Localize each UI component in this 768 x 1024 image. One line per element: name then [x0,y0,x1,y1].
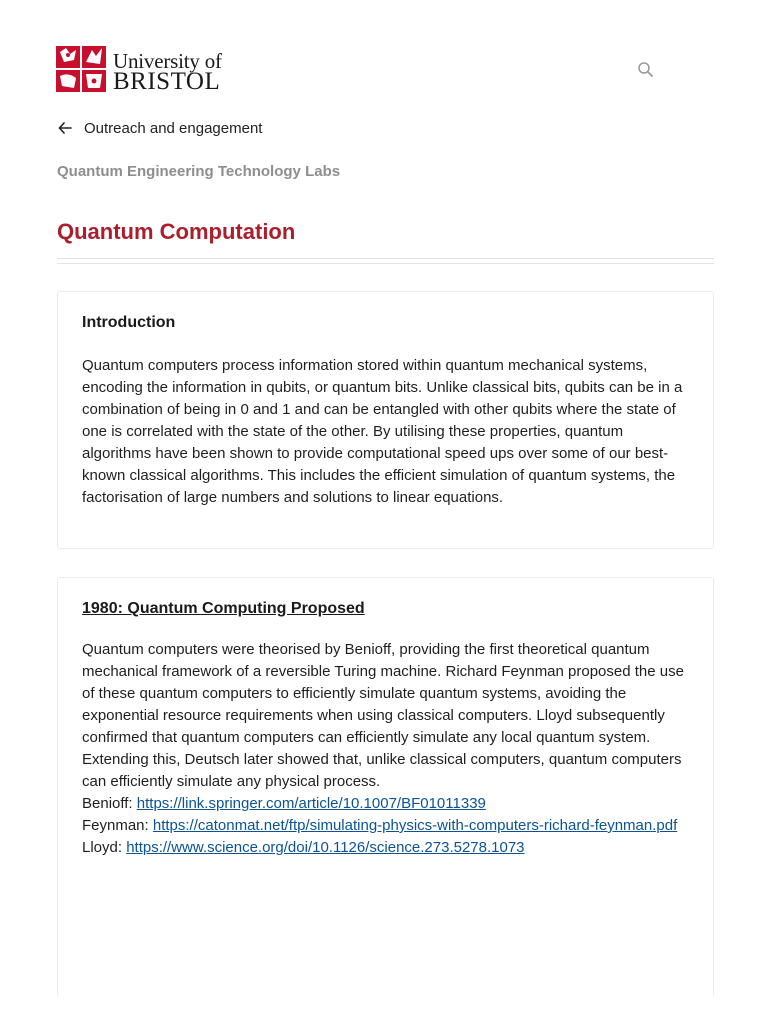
logo-text-line1: University of [113,49,222,73]
reference-benioff [82,793,689,815]
reference-link-lloyd[interactable]: https://www.science.org/doi/10.1126/science.273.5278.1073 [126,839,525,856]
reference-label: Lloyd: [82,839,123,856]
bristol-crest-icon [56,44,108,94]
arrow-left-icon [57,120,73,136]
reference-feynman [82,815,689,837]
history-1980-card [57,577,714,997]
back-link-label: Outreach and engagement [84,119,263,137]
section-name: Quantum Engineering Technology Labs [57,163,341,180]
history-1980-heading[interactable]: 1980: Quantum Computing Proposed [82,600,365,617]
history-1980-body: Quantum computers were theorised by Benioff, providing the first theoretical quantum mechanical framework of a reversible Turing machine. Richard Feynman proposed the use of these quantum computers to efficiently simulate quantum systems, avoiding the exponential resource requirements when using classical computers. Lloyd subsequently confirmed that quantum computers can efficiently simulate any local quantum system. Extending this, Deutsch later showed that, unlike classical computers, quantum computers can efficiently simulate any physical process. [82,641,684,790]
page-title: Quantum Computation [57,219,296,244]
search-button[interactable] [636,60,656,80]
reference-link-feynman[interactable]: https://catonmat.net/ftp/simulating-physics-with-computers-richard-feynman.pdf [152,817,678,834]
logo-text-line2: BRISTOL [113,68,221,95]
introduction-body: Quantum computers process information stored within quantum mechanical systems, encoding the information in qubits, or quantum bits. Unlike classical bits, qubits can be in a combination of being in 0 and 1 and can be entangled with other qubits where the state of one is correlated with the state of the other. By utilising these properties, quantum algorithms have been shown to provide computational speed ups over some of our best- known classical algorithms. This includes the efficient simulation of quantum systems, the factorisation of large numbers and solutions to linear equations. [82,357,683,506]
title-divider [57,258,714,264]
site-header [0,0,768,110]
reference-lloyd [82,837,689,859]
introduction-card [57,291,714,549]
introduction-heading: Introduction [82,314,176,331]
reference-label: Feynman: [82,817,149,834]
university-logo[interactable] [56,44,236,96]
back-link[interactable] [57,118,262,138]
search-icon [636,60,656,80]
reference-link-benioff[interactable]: https://link.springer.com/article/10.1007/BF01011339 [136,795,486,812]
reference-label: Benioff: [82,795,133,812]
